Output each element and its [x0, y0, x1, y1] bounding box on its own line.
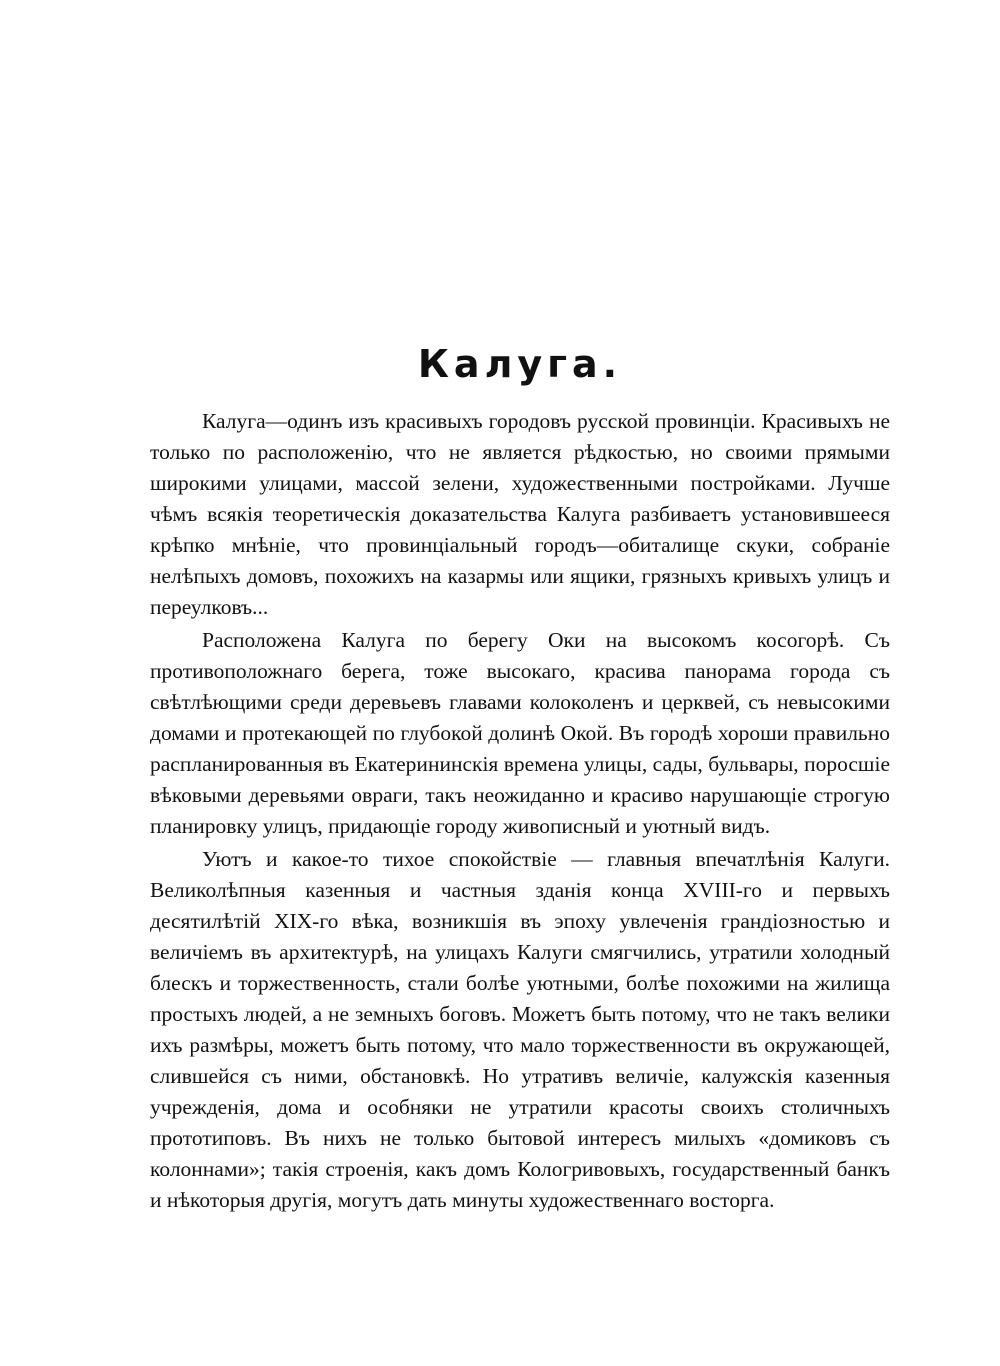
paragraph-3: Уютъ и какое-то тихое спокойствіе — главныя впечатлѣнія Калуги. Великолѣпныя казенныя и частныя зданія конца XVIII-го и первыхъ десятилѣтій XIX-го вѣка, возникшія въ эпоху увлеченія грандіозностью и величіемъ въ архитектурѣ, на улицахъ Калуги смягчились, утратили холодный блескъ и торжественность, стали болѣе уютными, болѣе похожими на жилища простыхъ людей, а не земныхъ боговъ. Можетъ быть потому, что не такъ велики ихъ размѣры, можетъ быть потому, что мало торжественности въ окружающей, слившейся съ ними, обстановкѣ. Но утративъ величіе, калужскія казенныя учрежденія, дома и особняки не утратили красоты своихъ столичныхъ прототиповъ. Въ нихъ не только бытовой интересъ милыхъ «домиковъ съ колоннами»; такія строенія, какъ домъ Кологривовыхъ, государственный банкъ и нѣкоторыя другія, могутъ дать минуты художественнаго восторга. [150, 847, 890, 1212]
page-content [150, 340, 890, 1216]
paragraph-1: Калуга—одинъ изъ красивыхъ городовъ русской провинціи. Красивыхъ не только по расположенію, что не является рѣдкостью, но своими прямыми широкими улицами, массой зелени, художественными постройками. Лучше чѣмъ всякія теоретическія доказательства Калуга разбиваетъ установившееся крѣпко мнѣніе, что провинціальный городъ—обиталище скуки, собраніе нелѣпыхъ домовъ, похожихъ на казармы или ящики, грязныхъ кривыхъ улицъ и переулковъ... [150, 409, 890, 619]
paragraph-2: Расположена Калуга по берегу Оки на высокомъ косогорѣ. Съ противоположнаго берега, тоже высокаго, красива панорама города съ свѣтлѣющими среди деревьевъ главами колоколенъ и церквей, съ невысокими домами и протекающей по глубокой долинѣ Окой. Въ городѣ хороши правильно распланированныя въ Екатерининскія времена улицы, сады, бульвары, поросшіе вѣковыми деревьями овраги, такъ неожиданно и красиво нарушающіе строгую планировку улицъ, придающіе городу живописный и уютный видъ. [150, 628, 890, 838]
page-title: Калуга. [417, 342, 623, 386]
